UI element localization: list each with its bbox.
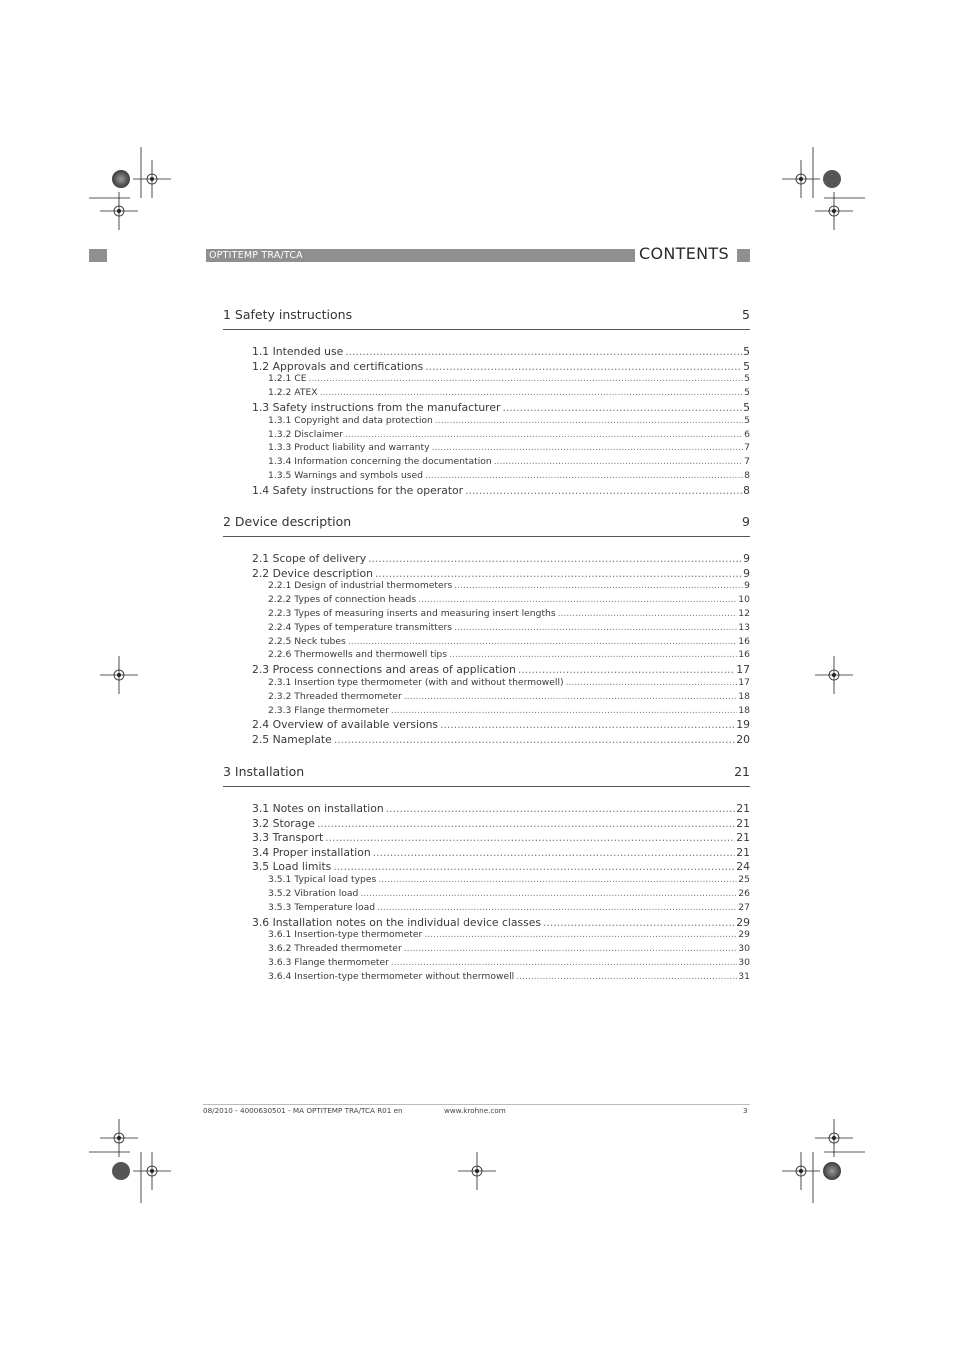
toc-entry-page-number: 30 [738, 943, 750, 955]
toc-entry[interactable] [252, 860, 750, 874]
toc-entry-title: 2.2.6 Thermowells and thermowell tips [268, 649, 447, 661]
dot-leader [440, 718, 735, 731]
toc-entry-page-number: 9 [743, 566, 750, 580]
chapter-page-number: 5 [742, 307, 750, 322]
toc-entry-page-number: 26 [738, 888, 750, 899]
toc-entry[interactable] [268, 705, 750, 719]
toc-entry[interactable] [268, 943, 750, 957]
dot-leader [424, 929, 737, 940]
toc-entry-page-number: 21 [736, 816, 750, 830]
registration-mark-icon [100, 192, 138, 230]
toc-entry[interactable] [252, 484, 750, 498]
toc-entry-page-number: 18 [738, 704, 750, 716]
dot-leader [404, 943, 738, 954]
chapter-title: 3 Installation [223, 764, 305, 779]
registration-mark-icon [133, 160, 171, 198]
toc-entry-title: 2.2 Device description [252, 566, 373, 580]
toc-entry-title: 3.1 Notes on installation [252, 802, 384, 815]
toc-entry[interactable] [268, 415, 750, 429]
toc-entry[interactable] [252, 718, 750, 732]
dot-leader [309, 373, 744, 384]
dot-leader [368, 552, 742, 565]
toc-entry-title: 3.5.3 Temperature load [268, 901, 376, 913]
dot-leader [435, 415, 743, 426]
toc-entry-page-number: 7 [744, 442, 750, 454]
toc-entry-page-number: 8 [743, 483, 750, 497]
dot-leader [348, 636, 737, 647]
chapter-page-number: 21 [734, 764, 750, 779]
dot-leader [378, 874, 737, 885]
toc-entry-page-number: 7 [744, 456, 750, 468]
color-target-icon [112, 170, 130, 188]
toc-entry[interactable] [252, 552, 750, 566]
dot-leader [449, 649, 737, 660]
registration-mark-icon [815, 192, 853, 230]
toc-entry[interactable] [268, 636, 750, 650]
toc-entry[interactable] [268, 373, 750, 387]
dot-leader [516, 971, 737, 982]
toc-entry-page-number: 12 [738, 608, 750, 619]
toc-entry-title: 1.1 Intended use [252, 345, 344, 358]
dot-leader [345, 429, 743, 440]
chapter-title: 2 Device description [223, 514, 352, 529]
toc-entry-title: 1.2.2 ATEX [268, 387, 318, 399]
toc-entry-title: 2.1 Scope of delivery [252, 552, 367, 565]
toc-entry-page-number: 5 [743, 401, 750, 414]
dot-leader [566, 677, 738, 688]
chapter-heading[interactable] [223, 307, 750, 330]
toc-entry-page-number: 10 [738, 594, 750, 606]
toc-entry-title: 3.6.3 Flange thermometer [268, 957, 389, 968]
toc-entry-page-number: 19 [736, 718, 750, 732]
toc-entry-title: 2.5 Nameplate [252, 733, 332, 746]
toc-entry[interactable] [268, 580, 750, 594]
dot-leader [345, 345, 742, 358]
toc-entry-page-number: 16 [738, 649, 750, 661]
registration-mark-icon [815, 656, 853, 694]
toc-entry[interactable] [252, 567, 750, 581]
dot-leader [386, 802, 736, 815]
toc-entry[interactable] [268, 442, 750, 456]
dot-leader [425, 470, 743, 481]
toc-entry-page-number: 18 [738, 690, 750, 702]
toc-entry-page-number: 31 [738, 970, 750, 982]
toc-entry-title: 2.3.1 Insertion type thermometer (with and without thermowell) [268, 677, 564, 688]
toc-entry-page-number: 5 [744, 373, 750, 385]
dot-leader [494, 456, 743, 467]
header-square-left [89, 249, 107, 262]
dot-leader [558, 608, 738, 619]
toc-entry-title: 3.5.1 Typical load types [268, 874, 377, 886]
toc-entry-page-number: 27 [738, 901, 750, 913]
dot-leader [404, 691, 738, 702]
toc-entry[interactable] [252, 345, 750, 359]
toc-entry[interactable] [268, 902, 750, 916]
toc-entry-page-number: 5 [744, 414, 750, 426]
dot-leader [502, 401, 742, 414]
toc-entry[interactable] [268, 608, 750, 622]
toc-entry-title: 2.3.3 Flange thermometer [268, 704, 389, 716]
toc-entry-page-number: 29 [738, 929, 750, 941]
page-title: CONTENTS [639, 244, 729, 263]
footer-doc-ref: 08/2010 - 4000630501 - MA OPTITEMP TRA/TCA R01 en [203, 1106, 403, 1115]
toc-entry[interactable] [268, 929, 750, 943]
toc-entry-title: 3.5.2 Vibration load [268, 888, 359, 899]
toc-entry-title: 2.2.2 Types of connection heads [268, 594, 417, 606]
toc-entry-title: 1.3.1 Copyright and data protection [268, 414, 433, 426]
dot-leader [518, 663, 735, 676]
dot-leader [432, 442, 744, 453]
toc-entry-title: 3.4 Proper installation [252, 845, 371, 859]
toc-entry[interactable] [268, 387, 750, 401]
toc-entry[interactable] [252, 360, 750, 374]
toc-entry[interactable] [268, 470, 750, 484]
toc-entry-title: 1.3.3 Product liability and warranty [268, 442, 430, 454]
toc-entry-page-number: 17 [738, 677, 750, 688]
dot-leader [375, 567, 742, 580]
toc-entry-page-number: 21 [736, 831, 750, 845]
toc-entry[interactable] [268, 594, 750, 608]
toc-entry-title: 1.3 Safety instructions from the manufacturer [252, 401, 501, 414]
toc-entry-page-number: 21 [736, 802, 750, 815]
toc-entry[interactable] [252, 802, 750, 816]
chapter-title: 1 Safety instructions [223, 307, 353, 322]
dot-leader [325, 831, 735, 844]
toc-entry-page-number: 24 [736, 860, 750, 874]
toc-entry-title: 3.5 Load limits [252, 860, 332, 874]
color-target-icon [823, 170, 841, 188]
toc-entry-page-number: 30 [738, 957, 750, 968]
toc-entry-title: 2.2.5 Neck tubes [268, 635, 346, 647]
dot-leader [317, 817, 735, 830]
dot-leader [377, 902, 737, 913]
dot-leader [360, 888, 737, 899]
toc-entry-page-number: 16 [738, 635, 750, 647]
footer-website: www.krohne.com [444, 1106, 506, 1115]
dot-leader [454, 580, 743, 591]
toc-entry[interactable] [252, 401, 750, 415]
chapter-heading[interactable] [223, 764, 750, 787]
toc-entry-page-number: 25 [738, 874, 750, 886]
toc-entry[interactable] [252, 846, 750, 860]
toc-entry-title: 3.6.4 Insertion-type thermometer without thermowell [268, 970, 515, 982]
chapter-heading[interactable] [223, 514, 750, 537]
registration-mark-icon [133, 1152, 171, 1190]
toc-entry[interactable] [252, 831, 750, 845]
toc-entry[interactable] [252, 733, 750, 747]
registration-mark-icon [100, 1119, 138, 1157]
dot-leader [543, 916, 735, 929]
toc-entry[interactable] [252, 817, 750, 831]
toc-entry[interactable] [252, 916, 750, 930]
dot-leader [391, 705, 737, 716]
toc-entry-title: 2.3.2 Threaded thermometer [268, 690, 402, 702]
toc-entry-title: 3.2 Storage [252, 816, 315, 830]
registration-mark-icon [458, 1152, 496, 1190]
toc-entry-title: 1.4 Safety instructions for the operator [252, 483, 464, 497]
dot-leader [320, 387, 744, 398]
toc-entry[interactable] [268, 456, 750, 470]
color-target-icon [112, 1162, 130, 1180]
dot-leader [334, 733, 735, 746]
footer-divider [203, 1104, 750, 1105]
toc-entry-title: 2.2.3 Types of measuring inserts and measuring insert lengths [268, 608, 556, 619]
registration-mark-icon [782, 1152, 820, 1190]
toc-entry-title: 1.2.1 CE [268, 373, 307, 385]
toc-entry-title: 2.2.1 Design of industrial thermometers [268, 580, 453, 592]
toc-entry[interactable] [268, 649, 750, 663]
toc-entry[interactable] [268, 971, 750, 985]
toc-entry-title: 2.4 Overview of available versions [252, 718, 439, 732]
dot-leader [454, 622, 737, 633]
dot-leader [465, 484, 742, 497]
dot-leader [418, 594, 737, 605]
toc-entry-page-number: 17 [736, 663, 750, 677]
toc-entry-page-number: 6 [744, 428, 750, 440]
toc-entry-title: 1.3.2 Disclaimer [268, 428, 343, 440]
toc-entry-page-number: 9 [744, 580, 750, 592]
toc-entry[interactable] [252, 663, 750, 677]
toc-entry-title: 3.6.1 Insertion-type thermometer [268, 929, 423, 941]
toc-entry-page-number: 5 [743, 359, 750, 373]
toc-entry-page-number: 20 [736, 733, 750, 746]
toc-entry-title: 1.3.4 Information concerning the documentation [268, 456, 492, 468]
toc-entry-title: 2.2.4 Types of temperature transmitters [268, 621, 453, 633]
footer-page-number: 3 [743, 1106, 748, 1115]
chapter-page-number: 9 [742, 514, 750, 529]
header-square-right [737, 249, 750, 262]
toc-entry[interactable] [268, 888, 750, 902]
toc-entry[interactable] [268, 957, 750, 971]
dot-leader [391, 957, 737, 968]
toc-entry-title: 1.2 Approvals and certifications [252, 359, 424, 373]
toc-entry-title: 2.3 Process connections and areas of application [252, 663, 516, 677]
toc-entry[interactable] [268, 677, 750, 691]
registration-mark-icon [815, 1119, 853, 1157]
toc-entry-title: 3.6.2 Threaded thermometer [268, 943, 402, 955]
toc-entry-page-number: 13 [738, 621, 750, 633]
toc-entry-title: 1.3.5 Warnings and symbols used [268, 470, 423, 481]
toc-entry-title: 3.6 Installation notes on the individual device classes [252, 915, 542, 929]
toc-entry[interactable] [268, 691, 750, 705]
registration-mark-icon [782, 160, 820, 198]
toc-entry[interactable] [268, 874, 750, 888]
toc-entry-page-number: 9 [743, 552, 750, 565]
header-bar [206, 249, 635, 262]
registration-mark-icon [100, 656, 138, 694]
header-product-name: OPTITEMP TRA/TCA [209, 250, 303, 261]
toc-entry[interactable] [268, 622, 750, 636]
toc-entry-page-number: 21 [736, 845, 750, 859]
dot-leader [333, 860, 735, 873]
dot-leader [425, 360, 742, 373]
toc-entry-page-number: 29 [736, 915, 750, 929]
toc-entry-page-number: 8 [744, 470, 750, 481]
toc-entry[interactable] [268, 429, 750, 443]
color-target-icon [823, 1162, 841, 1180]
toc-entry-title: 3.3 Transport [252, 831, 324, 845]
toc-entry-page-number: 5 [743, 345, 750, 358]
toc-entry-page-number: 5 [744, 387, 750, 399]
dot-leader [373, 846, 736, 859]
